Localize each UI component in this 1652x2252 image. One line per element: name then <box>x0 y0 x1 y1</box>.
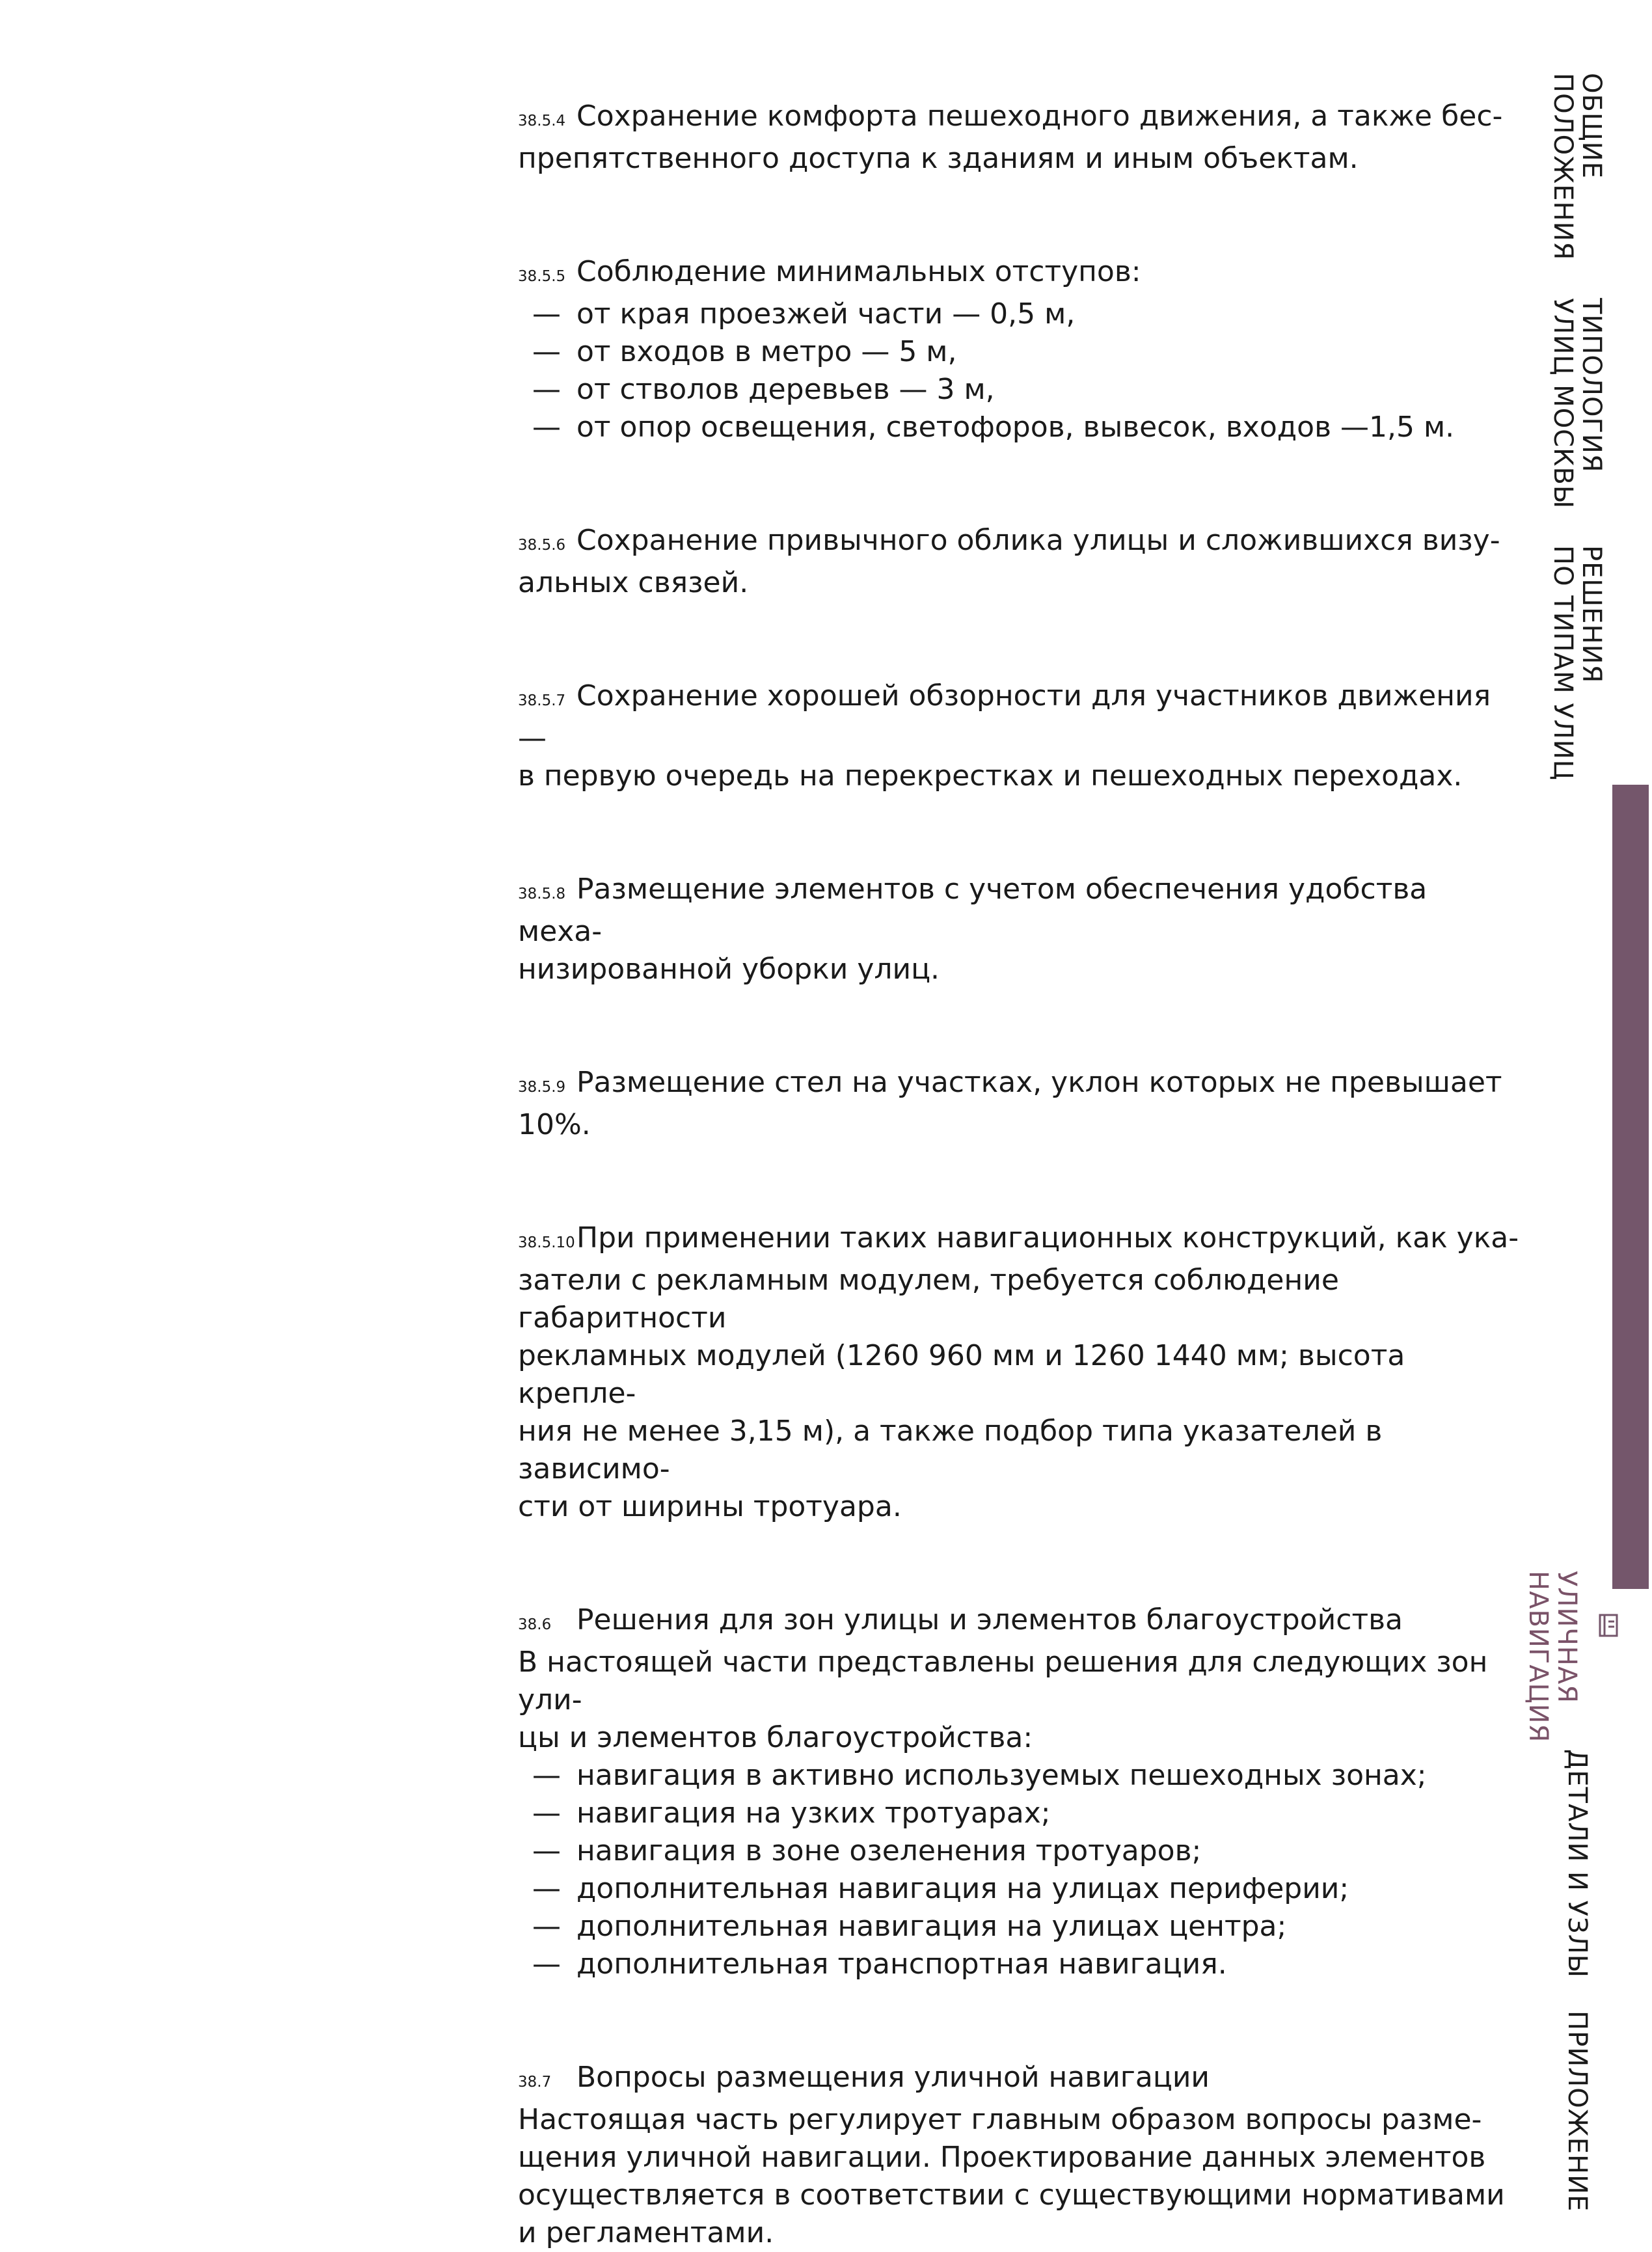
document-body <box>518 98 1520 2252</box>
section-number: 38.5.9 <box>518 1079 566 1096</box>
list-item-text: от стволов деревьев — 3 м, <box>576 373 995 406</box>
zones-list <box>518 1757 1520 1983</box>
section-38-5-6 <box>518 522 1520 602</box>
section-number: 38.7 <box>518 2074 552 2091</box>
section-line: Сохранение хорошей обзорности для участников движения — <box>518 679 1491 755</box>
section-line: цы и элементов благоустройства: <box>518 1721 1033 1754</box>
dash-bullet: — <box>532 1759 561 1792</box>
section-line: щения уличной навигации. Проектирование данных элементов <box>518 2141 1486 2174</box>
nav-label: ОБЩИЕ <box>1577 73 1606 179</box>
list-item-text: от входов в метро — 5 м, <box>576 335 957 368</box>
section-line: и регламентами. <box>518 2216 774 2249</box>
section-number: 38.5.5 <box>518 268 566 285</box>
list-item-text: навигация на узких тротуарах; <box>576 1797 1051 1830</box>
active-chapter-bar <box>1612 785 1649 1589</box>
section-number: 38.5.7 <box>518 692 566 709</box>
list-item-text: дополнительная навигация на улицах центра; <box>576 1910 1287 1943</box>
section-line: альных связей. <box>518 566 749 599</box>
section-38-6 <box>518 1601 1520 1983</box>
dash-bullet: — <box>532 1947 561 1981</box>
section-line: осуществляется в соответствии с существующими нормативами <box>518 2178 1505 2212</box>
section-line: Сохранение комфорта пешеходного движения, а также бес- <box>576 100 1503 133</box>
dash-bullet: — <box>532 373 561 406</box>
nav-label: УЛИЧНАЯ <box>1552 1571 1582 1704</box>
list-item-text: дополнительная навигация на улицах периферии; <box>576 1872 1349 1905</box>
dash-bullet: — <box>532 335 561 368</box>
section-number: 38.6 <box>518 1616 552 1633</box>
list-item <box>518 295 1520 333</box>
nav-label: РЕШЕНИЯ <box>1577 545 1606 684</box>
dash-bullet: — <box>532 1834 561 1867</box>
list-item-text: навигация в активно используемых пешеходных зонах; <box>576 1759 1427 1792</box>
section-line: рекламных модулей (1260 960 мм и 1260 1440 мм; высота крепле- <box>518 1339 1405 1410</box>
section-38-5-7 <box>518 677 1520 795</box>
section-line: затели с рекламным модулем, требуется соблюдение габаритности <box>518 1264 1339 1335</box>
list-item-text: навигация в зоне озеленения тротуаров; <box>576 1834 1202 1867</box>
dash-bullet: — <box>532 297 561 331</box>
section-number: 38.5.8 <box>518 886 566 902</box>
section-line: Настоящая часть регулирует главным образом вопросы разме- <box>518 2103 1482 2136</box>
section-38-5-4 <box>518 98 1520 178</box>
list-item <box>518 333 1520 371</box>
offsets-list <box>518 295 1520 446</box>
section-line: низированной уборки улиц. <box>518 953 940 986</box>
section-line: ния не менее 3,15 м), а также подбор типа указателей в зависимо- <box>518 1415 1383 1486</box>
section-number: 38.5.6 <box>518 537 566 554</box>
book-icon <box>1598 1612 1621 1638</box>
nav-label: ПО ТИПАМ УЛИЦ <box>1548 545 1578 781</box>
section-38-5-8 <box>518 871 1520 988</box>
nav-label: УЛИЦ МОСКВЫ <box>1548 298 1578 509</box>
section-line: При применении таких навигационных конструкций, как ука- <box>576 1221 1519 1255</box>
section-38-5-10 <box>518 1219 1520 1526</box>
section-line: сти от ширины тротуара. <box>518 1490 902 1523</box>
dash-bullet: — <box>532 1910 561 1943</box>
section-line: В настоящей части представлены решения для следующих зон ули- <box>518 1646 1488 1716</box>
section-line: препятственного доступа к зданиям и иным объектам. <box>518 142 1359 175</box>
list-item <box>518 1946 1520 1983</box>
list-item <box>518 409 1520 446</box>
dash-bullet: — <box>532 1797 561 1830</box>
nav-label: ДЕТАЛИ И УЗЛЫ <box>1562 1749 1592 1979</box>
nav-general-provisions[interactable] <box>1549 73 1606 260</box>
section-38-7 <box>518 2059 1520 2252</box>
section-38-5-5 <box>518 253 1520 446</box>
list-item <box>518 1795 1520 1832</box>
nav-street-type-solutions[interactable] <box>1549 545 1606 781</box>
section-number: 38.5.10 <box>518 1234 575 1251</box>
list-item <box>518 1832 1520 1870</box>
list-item-text: от опор освещения, светофоров, вывесок, входов —1,5 м. <box>576 411 1455 444</box>
nav-label: НАВИГАЦИЯ <box>1523 1571 1553 1743</box>
section-line: Размещение стел на участках, уклон которых не превышает 10%. <box>518 1066 1502 1141</box>
dash-bullet: — <box>532 1872 561 1905</box>
nav-street-navigation[interactable] <box>1524 1571 1581 1743</box>
list-item <box>518 1757 1520 1795</box>
section-heading: Решения для зон улицы и элементов благоустройства <box>576 1603 1403 1636</box>
list-item-text: дополнительная транспортная навигация. <box>576 1947 1227 1981</box>
section-line: в первую очередь на перекрестках и пешеходных переходах. <box>518 759 1463 793</box>
dash-bullet: — <box>532 411 561 444</box>
nav-label: ПРИЛОЖЕНИЕ <box>1562 2011 1592 2212</box>
list-item <box>518 1870 1520 1908</box>
nav-appendix[interactable] <box>1563 2011 1591 2212</box>
list-item <box>518 371 1520 409</box>
nav-label: ПОЛОЖЕНИЯ <box>1548 73 1578 261</box>
section-38-5-9 <box>518 1064 1520 1144</box>
list-item-text: от края проезжей части — 0,5 м, <box>576 297 1076 331</box>
nav-details[interactable] <box>1563 1749 1591 1978</box>
nav-label: ТИПОЛОГИЯ <box>1577 298 1606 473</box>
section-line: Соблюдение минимальных отступов: <box>576 255 1141 288</box>
section-line: Размещение элементов с учетом обеспечения удобства меха- <box>518 873 1428 948</box>
section-number: 38.5.4 <box>518 113 566 129</box>
section-heading: Вопросы размещения уличной навигации <box>576 2061 1210 2094</box>
list-item <box>518 1908 1520 1946</box>
nav-street-typology[interactable] <box>1549 298 1606 509</box>
section-line: Сохранение привычного облика улицы и сложившихся визу- <box>576 524 1500 557</box>
